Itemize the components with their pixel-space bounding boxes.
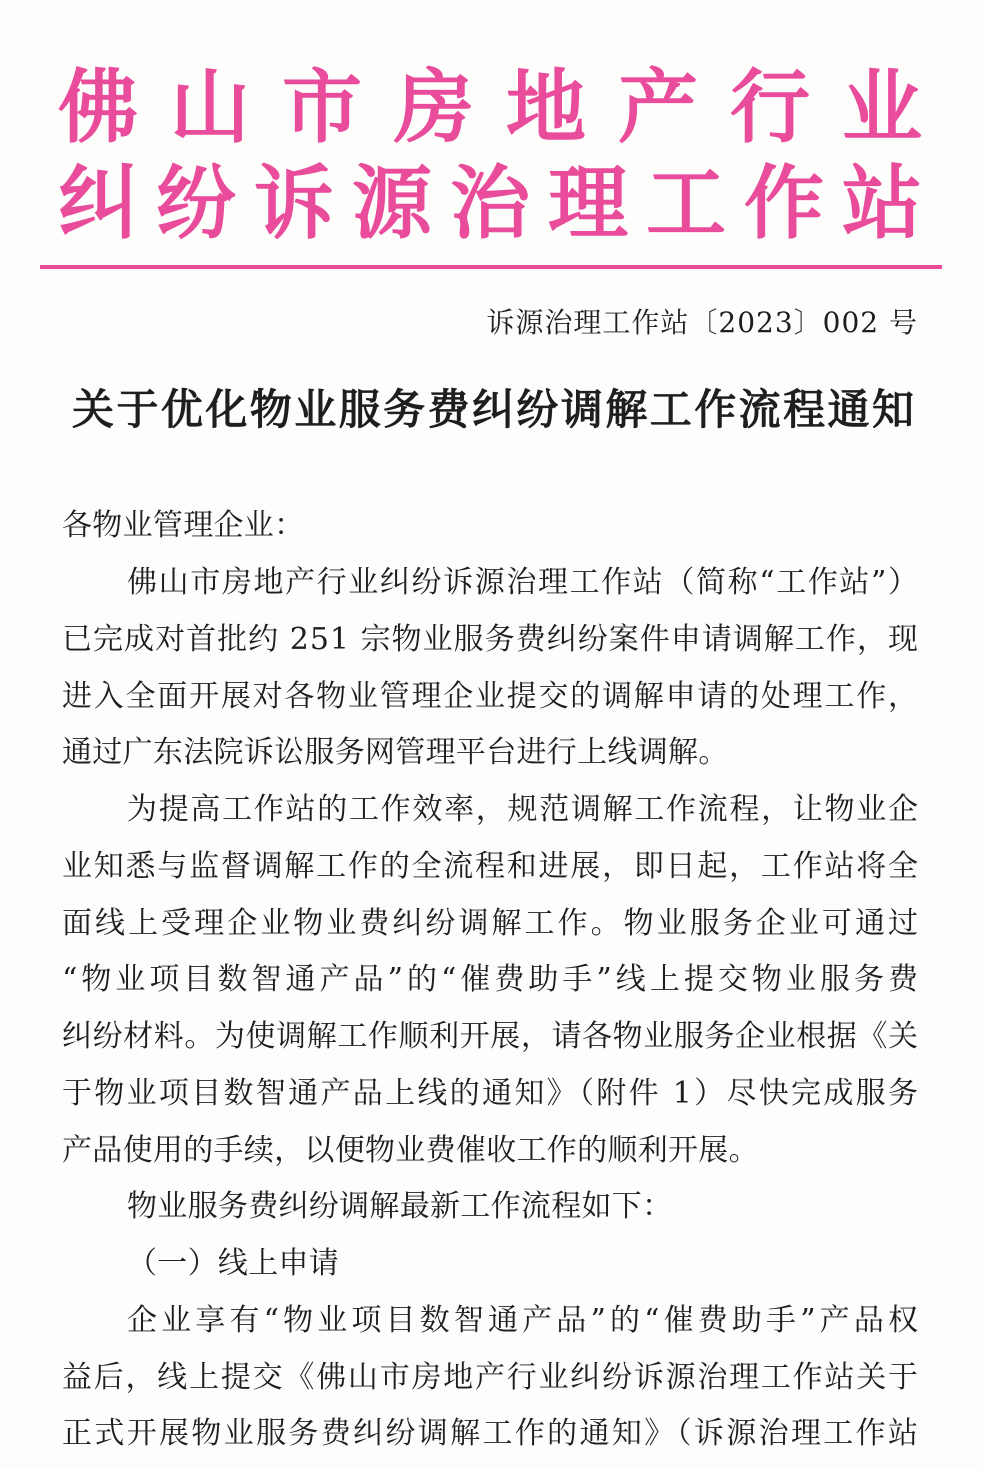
section-heading: （一）线上申请: [127, 1246, 340, 1281]
paragraph: [62, 1293, 923, 1463]
paragraph-line: 佛山市房地产行业纠纷诉源治理工作站（简称“工作站”）: [127, 565, 920, 600]
salutation: 各物业管理企业：: [62, 508, 305, 544]
paragraph-line: 面线上受理企业物业费纠纷调解工作。物业服务企业可通过: [62, 905, 922, 941]
paragraph-line: 于物业项目数智通产品上线的通知》（附件 1）尽快完成服务: [62, 1075, 921, 1111]
paragraph-line: 企业享有“物业项目数智通产品”的“催费助手”产品权: [127, 1302, 923, 1338]
paragraph-line: 进入全面开展对各物业管理企业提交的调解申请的处理工作，: [62, 678, 920, 714]
letterhead-line-2: 纠纷诉源治理工作站: [58, 156, 940, 250]
paragraph-line: “物业项目数智通产品”的“催费助手”线上提交物业服务费: [62, 962, 923, 998]
section: [62, 1236, 923, 1463]
paragraph-line: 产品使用的手续，以便物业费催收工作的顺利开展。: [62, 1132, 759, 1168]
paragraph-line: 纠纷材料。为使调解工作顺利开展，请各物业服务企业根据《关: [62, 1019, 919, 1054]
letterhead-line-1: 佛山市房地产行业: [58, 60, 954, 154]
paragraph-line: 物业服务费纠纷调解最新工作流程如下：: [127, 1189, 673, 1225]
document-title: 关于优化物业服务费纠纷调解工作流程通知: [72, 385, 917, 434]
paragraph: [62, 555, 918, 782]
paragraph-line: 益后，线上提交《佛山市房地产行业纠纷诉源治理工作站关于: [62, 1359, 920, 1395]
paragraph-line: 为提高工作站的工作效率，规范调解工作流程，让物业企: [127, 792, 920, 827]
paragraph-line: 已完成对首批约 251 宗物业服务费纠纷案件申请调解工作，现: [62, 621, 920, 657]
paragraph-line: 正式开展物业服务费纠纷调解工作的通知》（诉源治理工作站: [62, 1416, 921, 1452]
paragraph: [62, 1179, 918, 1236]
letterhead-divider: [40, 265, 942, 269]
document-body: [62, 498, 923, 1463]
paragraph-line: 业知悉与监督调解工作的全流程和进展，即日起，工作站将全: [62, 848, 920, 884]
document-number: 诉源治理工作站〔2023〕002 号: [486, 306, 918, 339]
paragraph-line: 通过广东法院诉讼服务网管理平台进行上线调解。: [62, 735, 729, 771]
paragraph: [62, 782, 923, 1179]
